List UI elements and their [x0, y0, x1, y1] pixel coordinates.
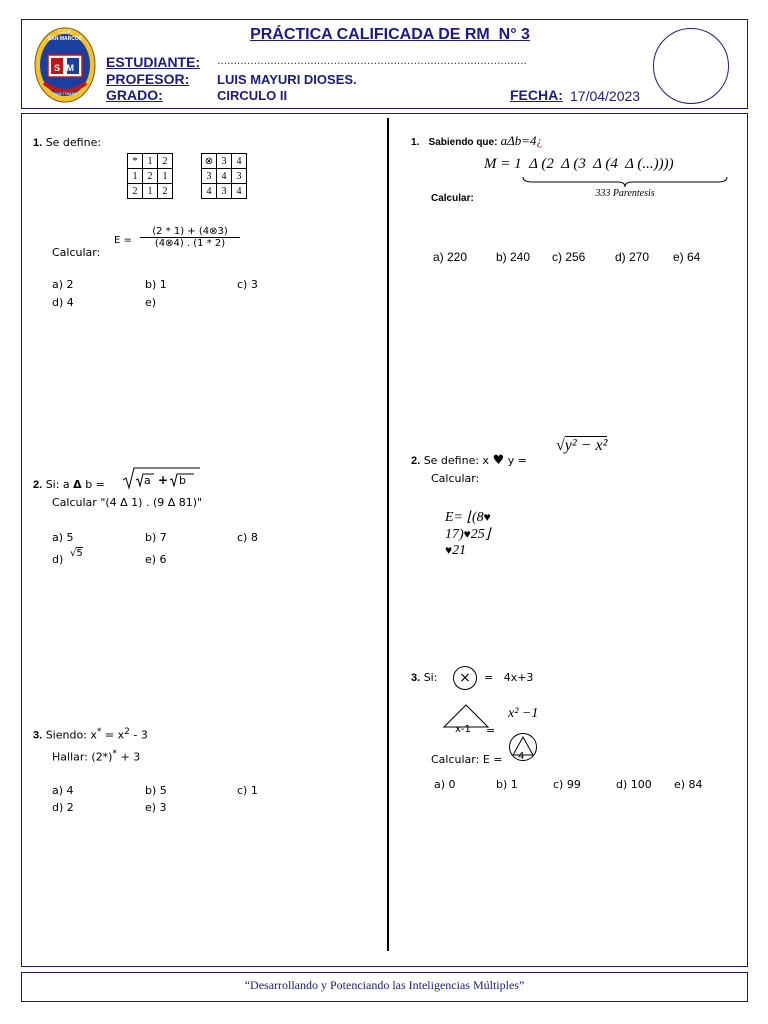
formula-mark: ¿: [536, 133, 543, 148]
option-b[interactable]: b) 5: [145, 784, 167, 797]
option-c[interactable]: c) 99: [553, 778, 581, 791]
option-d[interactable]: d): [52, 553, 64, 566]
column-divider: [387, 118, 389, 951]
sqrt-b: b: [179, 474, 186, 487]
sqrt-sign-icon: √: [556, 437, 565, 454]
fraction: [140, 226, 240, 249]
e-part-d: 21: [452, 543, 467, 558]
star-table-cell: 2: [158, 154, 173, 169]
fraction-denominator: (4⊗4) . (1 * 2): [154, 238, 226, 249]
option-e[interactable]: e) 84: [674, 778, 703, 791]
e-label: E =: [114, 235, 132, 246]
circle-triangle-value: 4: [518, 751, 525, 762]
otimes-table-cell: 3: [217, 184, 232, 199]
logo-initials: S M: [53, 63, 76, 73]
date-label: FECHA:: [510, 87, 563, 103]
star-table-cell: 1: [143, 184, 158, 199]
option-d[interactable]: d) 2: [52, 801, 74, 814]
plus-three: + 3: [120, 750, 141, 764]
left-q1: [33, 136, 101, 149]
q-text: Sabiendo que:: [428, 137, 498, 148]
logo-top-text: C.E.P.: [58, 29, 72, 35]
star-table-cell: 2: [128, 184, 143, 199]
star-table-cell: 1: [143, 154, 158, 169]
operation-table-star: [127, 153, 173, 199]
brace-icon: [522, 176, 728, 188]
date-value: 17/04/2023: [570, 88, 641, 104]
sqrt-expression: [122, 466, 202, 490]
student-label: ESTUDIANTE:: [106, 54, 201, 70]
star-sup: *: [112, 749, 117, 759]
grade-label: GRADO:: [106, 87, 163, 103]
star-table-cell: *: [128, 154, 143, 169]
heart-icon: ♥: [483, 510, 491, 524]
teacher-value: LUIS MAYURI DIOSES.: [217, 72, 357, 87]
otimes-table-cell: 3: [232, 169, 247, 184]
otimes-table-row: [202, 184, 247, 199]
option-c[interactable]: c) 8: [237, 531, 258, 544]
y-eq: y =: [507, 454, 527, 467]
option-a[interactable]: a) 4: [52, 784, 74, 797]
page-title: PRÁCTICA CALIFICADA DE RM N° 3: [250, 26, 530, 43]
right-q2: [411, 453, 527, 468]
circle-x-icon: [453, 666, 477, 690]
right-q1: [411, 133, 542, 149]
option-e[interactable]: e) 64: [673, 250, 701, 264]
option-d[interactable]: d) 4: [52, 296, 74, 309]
teacher-label: PROFESOR:: [106, 71, 190, 87]
e-part-c: 25⌋: [470, 527, 491, 542]
q-text-b: b =: [85, 478, 105, 491]
option-b[interactable]: b) 1: [145, 278, 167, 291]
q-number: 2.: [411, 455, 421, 467]
q-number: 3.: [411, 672, 421, 684]
star-table-cell: 1: [128, 169, 143, 184]
calc-label: Calcular:: [431, 193, 474, 204]
option-a[interactable]: a) 0: [434, 778, 456, 791]
left-q2: [33, 478, 105, 491]
logo-arc-text: SAN MARCOS: [47, 36, 83, 42]
fraction-numerator: (2 * 1) + (4⊗3): [140, 226, 240, 238]
minus-three: - 3: [133, 728, 148, 742]
operation-table-otimes: [201, 153, 247, 199]
heart-icon: ♥: [463, 527, 471, 541]
star-table-row: [128, 169, 173, 184]
x-squared-minus-one: x² −1: [508, 706, 539, 721]
star-table-row: [128, 184, 173, 199]
option-e[interactable]: e) 3: [145, 801, 167, 814]
q-number: 1.: [411, 137, 420, 148]
brace-label: 333 Parentesis: [595, 188, 655, 199]
hallar-line: [52, 749, 140, 764]
grade-value: CIRCULO II: [217, 88, 288, 103]
power-two: 2: [124, 727, 130, 737]
sqrt-sign-icon: √: [70, 548, 77, 559]
otimes-table-row: [202, 169, 247, 184]
otimes-table-cell: ⊗: [202, 154, 217, 169]
footer-motto: “Desarrollando y Potenciando las Inteligencias Múltiples”: [244, 978, 525, 992]
e-expression: [438, 493, 491, 559]
right-q3: [411, 671, 437, 684]
sqrt-radicand: y² − x²: [564, 437, 608, 454]
otimes-table-row: [202, 154, 247, 169]
delta-op: Δ: [73, 478, 82, 491]
grade-circle: [653, 28, 729, 104]
triangle-label: x-1: [455, 724, 471, 735]
si-text: Si:: [423, 671, 438, 684]
logo-bottom-text: SAN TOMÁS: [53, 91, 77, 96]
sqrt-expression: [556, 437, 607, 455]
heart-icon: ♥: [492, 453, 505, 468]
otimes-table-cell: 4: [232, 184, 247, 199]
option-e[interactable]: e): [145, 296, 157, 309]
heart-icon: ♥: [445, 543, 453, 557]
option-c[interactable]: c) 1: [237, 784, 258, 797]
e-part-a: E= ⌊(8: [445, 510, 484, 525]
option-e[interactable]: e) 6: [145, 553, 167, 566]
sqrt5-value: 5: [76, 548, 83, 559]
star-table-row: [128, 154, 173, 169]
left-q3: [33, 727, 148, 742]
option-b[interactable]: b) 7: [145, 531, 167, 544]
star-table-cell: 1: [158, 169, 173, 184]
eq2: =: [486, 724, 496, 737]
option-a[interactable]: a) 5: [52, 531, 74, 544]
q-number: 3.: [33, 729, 43, 742]
eq-4x3: = 4x+3: [484, 671, 534, 684]
calc-label: Calcular:: [52, 246, 101, 259]
otimes-table-cell: 4: [217, 169, 232, 184]
sqrt-a: a: [144, 474, 151, 487]
calc-label: Calcular:: [431, 472, 480, 485]
option-d[interactable]: d) 270: [615, 250, 650, 264]
q-text: Si: a: [45, 478, 70, 491]
q-text: Se define:: [45, 136, 102, 149]
q-text: Se define: x: [423, 454, 490, 467]
star-table-cell: 2: [158, 184, 173, 199]
otimes-table-cell: 4: [202, 184, 217, 199]
star-sup: *: [96, 727, 102, 737]
option-b[interactable]: b) 240: [496, 250, 531, 264]
star-table-cell: 2: [143, 169, 158, 184]
eq-text: = x: [104, 728, 125, 742]
otimes-table-cell: 3: [202, 169, 217, 184]
circle-x-symbol: ×: [459, 670, 471, 686]
sqrt5: [70, 548, 83, 559]
option-b[interactable]: b) 1: [496, 778, 518, 791]
q-formula: aΔb=4: [500, 133, 537, 148]
option-a[interactable]: a) 2: [52, 278, 74, 291]
q-number: 2.: [33, 479, 43, 491]
m-expression: M = 1 Δ (2 Δ (3 Δ (4 Δ (...)))): [484, 156, 674, 172]
student-value[interactable]: …………………………………………………………………………………: [217, 56, 527, 67]
siendo-text: Siendo: x: [45, 728, 97, 742]
option-a[interactable]: a) 220: [433, 250, 468, 264]
option-c[interactable]: c) 256: [552, 250, 586, 264]
plus-sign: +: [158, 473, 169, 487]
option-d[interactable]: d) 100: [616, 778, 652, 791]
otimes-table-cell: 4: [232, 154, 247, 169]
hallar-text: Hallar: (2*): [52, 750, 113, 764]
option-c[interactable]: c) 3: [237, 278, 258, 291]
e-part-b: 17): [445, 527, 464, 542]
otimes-table-cell: 3: [217, 154, 232, 169]
q2-calc: Calcular "(4 Δ 1) . (9 Δ 81)": [52, 496, 203, 509]
q-number: 1.: [33, 137, 43, 149]
calc-label: Calcular: E =: [431, 753, 503, 766]
